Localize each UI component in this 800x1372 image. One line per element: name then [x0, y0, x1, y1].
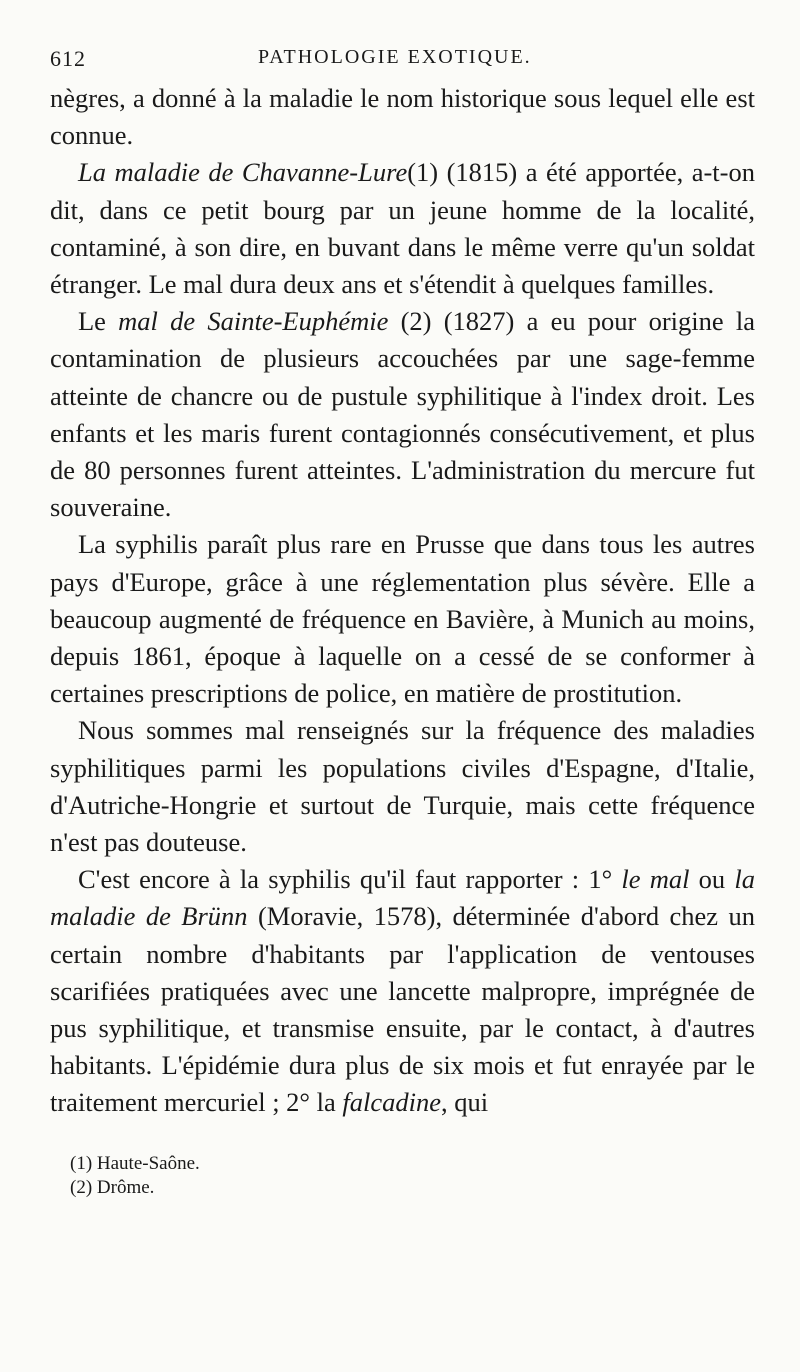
running-title: PATHOLOGIE EXOTIQUE. [258, 46, 532, 68]
paragraph [50, 861, 755, 1121]
italic-term: la maladie de Brünn [50, 864, 755, 932]
italic-term: falcadine [342, 1087, 442, 1118]
paragraph-text: nègres, a donné à la maladie le nom historique sous lequel elle est connue. [50, 83, 755, 151]
paragraph-text: C'est encore à la syphilis qu'il faut rapporter : 1° [78, 864, 622, 895]
italic-term: La maladie de Chavanne-Lure [78, 157, 408, 188]
footnotes [50, 1152, 755, 1200]
paragraph [50, 526, 755, 712]
page-header [50, 40, 755, 80]
paragraph-text: ou [689, 864, 735, 895]
paragraph-text: Nous sommes mal renseignés sur la fréquence des maladies syphilitiques parmi les populations civiles d'Espagne, d'Italie, d'Autriche-Hongrie et surtout de Turquie, mais cette fréquence n'est pas douteuse. [50, 715, 755, 858]
paragraph-text: (1) (1815) a été apportée, a-t-on dit, dans ce petit bourg par un jeune homme de la localité, contaminé, à son dire, en buvant dans le même verre qu'un soldat étranger. Le mal dura deux ans et s'étendit à quelques familles. [50, 157, 755, 300]
book-page [50, 40, 755, 1200]
footnote: (2) Drôme. [70, 1176, 155, 1198]
paragraph [50, 80, 755, 154]
body-text [50, 80, 755, 1122]
paragraph-text: (Moravie, 1578), déterminée d'abord chez un certain nombre d'habitants par l'application de ventouses scarifiées pratiquées avec une lancette malpropre, imprégnée de pus syphilitique, et transmise ensuite, par le contact, à d'autres habitants. L'épidémie dura plus de six mois et fut enrayée par le traitement mercuriel ; 2° la [50, 901, 755, 1118]
footnote: (1) Haute-Saône. [70, 1152, 200, 1174]
paragraph-text: Le [78, 306, 119, 337]
paragraph [50, 712, 755, 861]
italic-term: le mal [621, 864, 690, 895]
italic-term: mal de Sainte-Euphémie [118, 306, 389, 337]
paragraph-text: , qui [441, 1087, 489, 1118]
paragraph-text: (2) (1827) a eu pour origine la contamination de plusieurs accouchées par une sage-femme atteinte de chancre ou de pustule syphilitique à l'index droit. Les enfants et les maris furent contagionnés consécutivement, et plus de 80 personnes furent atteintes. L'administration du mercure fut souveraine. [50, 306, 755, 523]
paragraph-text: La syphilis paraît plus rare en Prusse que dans tous les autres pays d'Europe, grâce à une réglementation plus sévère. Elle a beaucoup augmenté de fréquence en Bavière, à Munich au moins, depuis 1861, époque à laquelle on a cessé de se conformer à certaines prescriptions de police, en matière de prostitution. [50, 529, 755, 709]
page-number: 612 [50, 46, 86, 71]
paragraph [50, 303, 755, 526]
paragraph [50, 154, 755, 303]
